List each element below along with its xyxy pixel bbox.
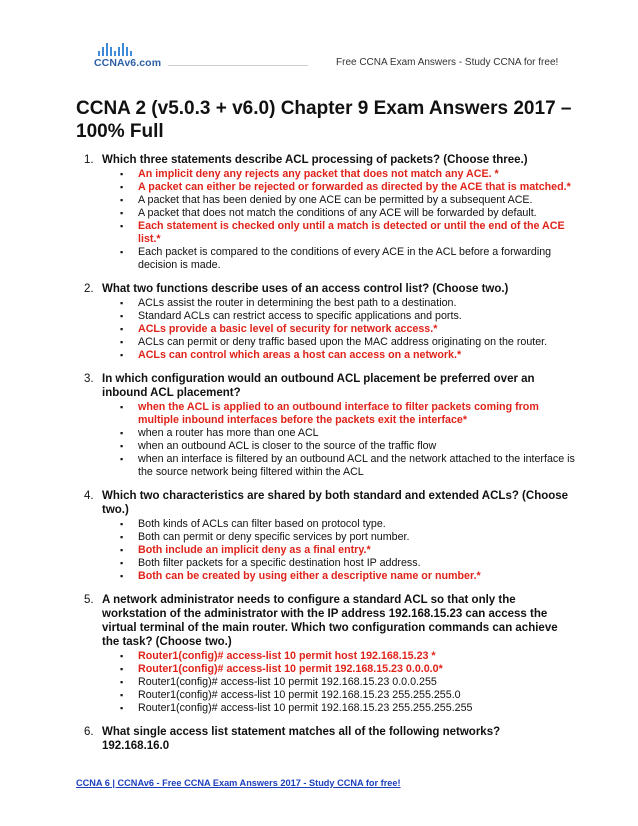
logo-text: CCNAv6.com (94, 57, 162, 69)
answer-option: ▪ Both can permit or deny specific services by port number. (120, 531, 576, 544)
answer-option: ▪ Both filter packets for a specific destination host IP address. (120, 557, 576, 570)
answer-options (102, 168, 576, 272)
question-item (76, 593, 576, 715)
correct-answer-option: ▪ when the ACL is applied to an outbound interface to filter packets coming from multiple inbound interfaces before the packets exit the interface* (120, 401, 576, 427)
correct-answer-option: ▪ An implicit deny any rejects any packet that does not match any ACE. * (120, 168, 576, 181)
header-tagline: Free CCNA Exam Answers - Study CCNA for free! (336, 57, 559, 68)
answer-option: ▪ when an interface is filtered by an outbound ACL and the network attached to the interface is the source network being filtered within the ACL (120, 453, 576, 479)
correct-answer-option: ▪ Router1(config)# access-list 10 permit 192.168.15.23 0.0.0.0* (120, 663, 576, 676)
ccnav6-logo[interactable] (94, 42, 164, 70)
question-item (76, 153, 576, 272)
correct-answer-option: ▪ ACLs provide a basic level of security for network access.* (120, 323, 576, 336)
answer-options (102, 518, 576, 583)
question-text: What single access list statement matches all of the following networks? (102, 726, 501, 738)
page-header (0, 0, 638, 84)
question-number: 4. (84, 490, 94, 502)
question-extra-text: 192.168.16.0 (102, 740, 170, 752)
correct-answer-option: ▪ ACLs can control which areas a host can access on a network.* (120, 349, 576, 362)
answer-option: ▪ Router1(config)# access-list 10 permit 192.168.15.23 0.0.0.255 (120, 676, 576, 689)
question-text: A network administrator needs to configure a standard ACL so that only the workstation of the administrator with the IP address 192.168.15.23 can access the virtual terminal of the main router. Which two configuration commands can achieve the task? (Choose two.) (102, 594, 558, 648)
answer-option: ▪ Router1(config)# access-list 10 permit 192.168.15.23 255.255.255.255 (120, 702, 576, 715)
question-text: Which three statements describe ACL processing of packets? (Choose three.) (102, 154, 528, 166)
correct-answer-option: ▪ A packet can either be rejected or forwarded as directed by the ACE that is matched.* (120, 181, 576, 194)
answer-options (102, 297, 576, 362)
correct-answer-option: ▪ Each statement is checked only until a match is detected or until the end of the ACE list.* (120, 220, 576, 246)
question-list (76, 153, 576, 753)
answer-option: ▪ when an outbound ACL is closer to the source of the traffic flow (120, 440, 576, 453)
header-divider (168, 65, 308, 66)
correct-answer-option: ▪ Both include an implicit deny as a final entry.* (120, 544, 576, 557)
answer-option: ▪ Each packet is compared to the conditions of every ACE in the ACL before a forwarding decision is made. (120, 246, 576, 272)
page-title: CCNA 2 (v5.0.3 + v6.0) Chapter 9 Exam Answers 2017 – 100% Full (76, 98, 572, 142)
question-item (76, 372, 576, 479)
answer-option: ▪ Router1(config)# access-list 10 permit 192.168.15.23 255.255.255.0 (120, 689, 576, 702)
question-number: 2. (84, 283, 94, 295)
question-number: 3. (84, 373, 94, 385)
answer-option: ▪ Both kinds of ACLs can filter based on protocol type. (120, 518, 576, 531)
question-number: 1. (84, 154, 94, 166)
footer-link[interactable]: CCNA 6 | CCNAv6 - Free CCNA Exam Answers 2017 - Study CCNA for free! (76, 778, 401, 788)
question-text: In which configuration would an outbound ACL placement be preferred over an inbound ACL placement? (102, 373, 535, 399)
correct-answer-option: ▪ Router1(config)# access-list 10 permit host 192.168.15.23 * (120, 650, 576, 663)
question-number: 5. (84, 594, 94, 606)
answer-option: ▪ A packet that has been denied by one ACE can be permitted by a subsequent ACE. (120, 194, 576, 207)
answer-option: ▪ A packet that does not match the conditions of any ACE will be forwarded by default. (120, 207, 576, 220)
question-number: 6. (84, 726, 94, 738)
question-text: Which two characteristics are shared by both standard and extended ACLs? (Choose two.) (102, 490, 569, 516)
question-item (76, 489, 576, 583)
question-item (76, 725, 576, 753)
answer-options (102, 401, 576, 479)
question-text: What two functions describe uses of an access control list? (Choose two.) (102, 283, 509, 295)
question-item (76, 282, 576, 362)
answer-option: ▪ when a router has more than one ACL (120, 427, 576, 440)
document-body (76, 97, 576, 763)
answer-option: ▪ ACLs assist the router in determining the best path to a destination. (120, 297, 576, 310)
answer-option: ▪ Standard ACLs can restrict access to specific applications and ports. (120, 310, 576, 323)
answer-option: ▪ ACLs can permit or deny traffic based upon the MAC address originating on the router. (120, 336, 576, 349)
cisco-bars-icon (98, 42, 132, 56)
answer-options (102, 650, 576, 715)
correct-answer-option: ▪ Both can be created by using either a descriptive name or number.* (120, 570, 576, 583)
